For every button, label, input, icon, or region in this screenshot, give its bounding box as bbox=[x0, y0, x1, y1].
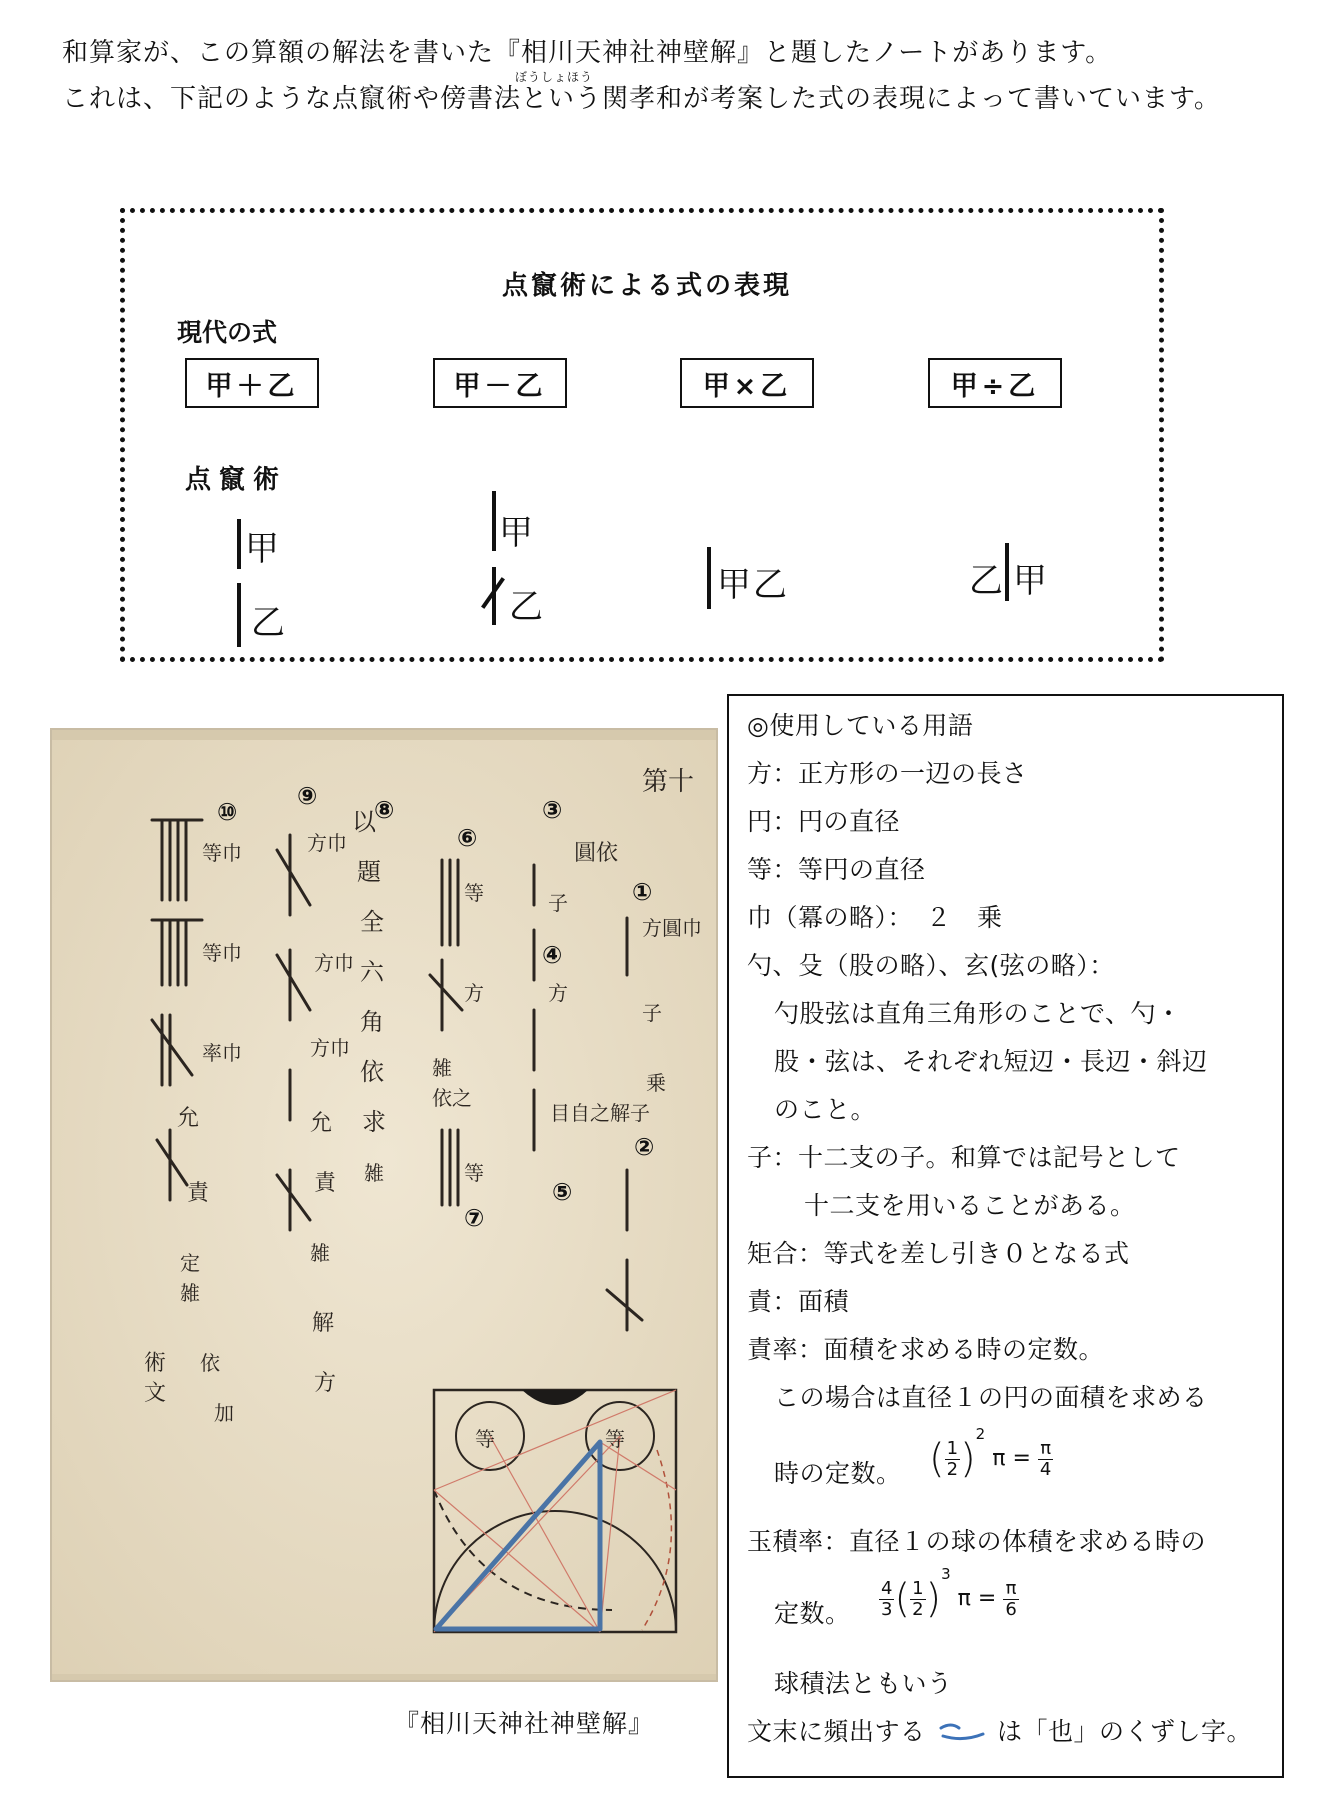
tenzan-sub-otsu: 乙 bbox=[509, 587, 543, 627]
glossary-item: 股・弦は、それぞれ短辺・長辺・斜辺 bbox=[774, 1047, 1208, 1076]
glossary-item: 勺、殳（股の略）、玄(弦の略）： bbox=[747, 951, 1115, 980]
glossary-item: 定数。 bbox=[774, 1599, 851, 1628]
ruby-bousho: ぼうしょほう bbox=[515, 70, 594, 84]
svg-text:等巾: 等巾 bbox=[202, 941, 242, 965]
marker-8: ⑧ bbox=[374, 796, 395, 824]
svg-text:題: 題 bbox=[357, 858, 381, 886]
glossary-item: 球積法ともいう bbox=[774, 1669, 953, 1698]
glossary-item: 勺股弦は直角三角形のことで、勺・ bbox=[774, 999, 1182, 1028]
math-circle-rate: ( $\frac{1}{2}$ )$^2$ π = $\frac{\pi}{4}$ bbox=[929, 1424, 1052, 1482]
formula-add: 甲＋乙 bbox=[185, 358, 319, 408]
svg-text:加: 加 bbox=[214, 1401, 234, 1425]
intro-line-2: これは、下記のような点竄術や傍書法という関孝和が考案した式の表現によって書いています。 bbox=[62, 84, 1221, 114]
glossary-item: 方：正方形の一辺の長さ bbox=[747, 759, 1028, 788]
svg-text:方: 方 bbox=[314, 1371, 337, 1396]
tenzan-add-kou: 甲 bbox=[245, 529, 279, 569]
marker-4: ④ bbox=[542, 941, 563, 969]
intro-text bbox=[34, 30, 1264, 122]
manuscript-image bbox=[50, 728, 718, 1682]
svg-text:解: 解 bbox=[312, 1311, 335, 1336]
svg-text:子: 子 bbox=[642, 1001, 662, 1025]
marker-5: ⑤ bbox=[552, 1178, 573, 1206]
circle-label-left: 等 bbox=[475, 1427, 495, 1451]
svg-text:允: 允 bbox=[310, 1111, 333, 1136]
svg-text:方: 方 bbox=[464, 981, 484, 1005]
svg-text:等巾: 等巾 bbox=[202, 841, 242, 865]
svg-text:目自之解子: 目自之解子 bbox=[550, 1101, 650, 1125]
formula-mul: 甲×乙 bbox=[680, 358, 814, 408]
marker-10: ⑩ bbox=[217, 798, 238, 826]
svg-text:方: 方 bbox=[548, 981, 568, 1005]
svg-text:等: 等 bbox=[464, 881, 484, 905]
tenzan-box bbox=[120, 208, 1164, 662]
tenzan-bar bbox=[1005, 543, 1009, 601]
svg-text:等: 等 bbox=[464, 1161, 484, 1185]
formula-sub: 甲－乙 bbox=[433, 358, 567, 408]
glossary-item: 巾（冪の略）： ２ 乗 bbox=[747, 903, 1003, 932]
svg-text:方巾: 方巾 bbox=[310, 1036, 350, 1060]
glossary-item: のこと。 bbox=[774, 1095, 877, 1124]
svg-text:全: 全 bbox=[360, 908, 384, 936]
intro-line-1: 和算家が、この算額の解法を書いた『相川天神社神壁解』と題したノートがあります。 bbox=[62, 38, 1113, 68]
tenzan-add-otsu: 乙 bbox=[251, 603, 285, 643]
tenzan-bar bbox=[237, 519, 241, 569]
tenzan-bar bbox=[707, 547, 711, 609]
marker-9: ⑨ bbox=[297, 782, 318, 810]
circle-label-right: 等 bbox=[605, 1427, 625, 1451]
svg-text:雑: 雑 bbox=[310, 1241, 330, 1265]
marker-6: ⑥ bbox=[457, 824, 478, 852]
tenzan-div-kou: 甲 bbox=[1013, 561, 1047, 601]
glossary-box bbox=[727, 694, 1284, 1778]
marker-3: ③ bbox=[542, 796, 563, 824]
manuscript-header: 第十 bbox=[642, 767, 695, 797]
svg-text:依: 依 bbox=[200, 1351, 220, 1375]
svg-text:方巾: 方巾 bbox=[307, 831, 347, 855]
glossary-item: 時の定数。 bbox=[774, 1459, 902, 1488]
manuscript-drawing bbox=[52, 730, 718, 1682]
svg-text:文: 文 bbox=[144, 1381, 167, 1406]
nari-glyph-icon bbox=[937, 1720, 987, 1744]
glossary-item: 十二支を用いることがある。 bbox=[804, 1191, 1136, 1220]
glossary-item: 責率：面積を求める時の定数。 bbox=[747, 1335, 1105, 1364]
svg-text:子: 子 bbox=[548, 891, 568, 915]
marker-7: ⑦ bbox=[464, 1204, 485, 1232]
svg-text:責: 責 bbox=[187, 1181, 210, 1206]
math-sphere-rate: $\frac{4}{3}$ ( $\frac{1}{2}$ )$^3$ π = $\frac{\pi}{6}$ bbox=[881, 1564, 1017, 1622]
glossary-item: は「也」のくずし字。 bbox=[997, 1717, 1253, 1746]
glossary-item: 等：等円の直径 bbox=[747, 855, 926, 884]
glossary-item: 子：十二支の子。和算では記号として bbox=[747, 1143, 1181, 1172]
svg-text:術: 術 bbox=[144, 1351, 167, 1376]
tenzan-div-otsu: 乙 bbox=[969, 561, 1003, 601]
svg-text:責: 責 bbox=[314, 1171, 337, 1196]
svg-text:允: 允 bbox=[177, 1106, 200, 1131]
glossary-title: ◎使用している用語 bbox=[747, 711, 974, 740]
svg-text:乗: 乗 bbox=[646, 1071, 666, 1095]
manuscript-caption: 『相川天神社神壁解』 bbox=[394, 1709, 655, 1738]
svg-text:以: 以 bbox=[352, 808, 376, 836]
tenzan-bar bbox=[492, 491, 496, 551]
svg-text:雑: 雑 bbox=[364, 1161, 384, 1185]
svg-text:六: 六 bbox=[360, 958, 384, 986]
glossary-item: 文末に頻出する bbox=[747, 1717, 926, 1746]
svg-text:方圓巾: 方圓巾 bbox=[642, 916, 702, 940]
svg-text:依之: 依之 bbox=[432, 1086, 472, 1110]
svg-text:圓依: 圓依 bbox=[574, 841, 619, 866]
formula-div: 甲÷乙 bbox=[928, 358, 1062, 408]
svg-text:求: 求 bbox=[362, 1108, 386, 1136]
svg-text:率巾: 率巾 bbox=[202, 1041, 242, 1065]
tenzan-bar bbox=[237, 583, 241, 647]
glossary-item: 責：面積 bbox=[747, 1287, 850, 1316]
glossary-item: この場合は直径１の円の面積を求める bbox=[774, 1383, 1208, 1412]
svg-text:雑: 雑 bbox=[432, 1056, 452, 1080]
svg-text:雑: 雑 bbox=[180, 1281, 200, 1305]
svg-text:角: 角 bbox=[360, 1008, 384, 1036]
tenzan-mul: 甲乙 bbox=[717, 565, 789, 605]
modern-formula-label: 現代の式 bbox=[177, 318, 278, 347]
svg-text:定: 定 bbox=[180, 1251, 200, 1275]
tenzan-title: 点竄術による式の表現 bbox=[501, 271, 792, 301]
glossary-item: 円：円の直径 bbox=[747, 807, 901, 836]
tenzan-label: 点竄術 bbox=[185, 465, 288, 495]
svg-text:依: 依 bbox=[360, 1058, 384, 1086]
svg-text:方巾: 方巾 bbox=[314, 951, 354, 975]
tenzan-sub-kou: 甲 bbox=[499, 513, 533, 553]
glossary-item: 矩合：等式を差し引き０となる式 bbox=[747, 1239, 1130, 1268]
marker-2: ② bbox=[634, 1133, 655, 1161]
glossary-item: 玉積率：直径１の球の体積を求める時の bbox=[747, 1527, 1207, 1556]
marker-1: ① bbox=[632, 878, 653, 906]
